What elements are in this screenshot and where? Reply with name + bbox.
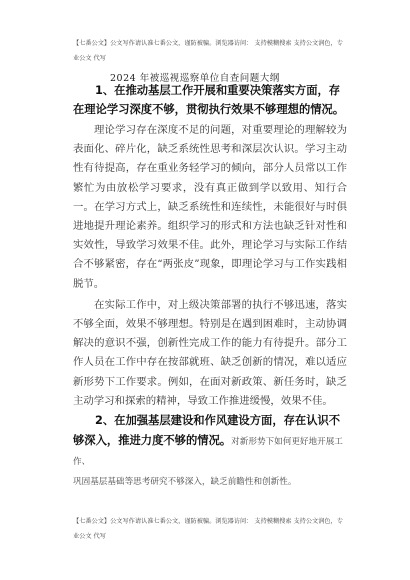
section-2-line-2: 巩固基层基础等思考研究不够深入，缺乏前瞻性和创新性。 <box>73 477 297 488</box>
header-note: 【七番公文】公文写作请认准七番公文，谨防被骗。浏览器访问： 支持模糊搜索 支持公文润色，专业公文 代写 <box>73 40 343 62</box>
section-1-paragraph-2: 在实际工作中，对上级决策部署的执行不够迅速，落实不够全面，效果不够理想。特别是在遇到困难时，主动协调解决的意识不强，创新性完成工作的能力有待提升。部分工作人员在工作中存在按部就班、缺乏创新的情况，难以适应新形势下工作要求。例如，在面对新政策、新任务时，缺乏主动学习和探索的精神，导致工作推进缓慢，效果不佳。 <box>73 298 347 407</box>
section-1-paragraph-1: 理论学习存在深度不足的问题，对重要理论的理解较为表面化、碎片化，缺乏系统性思考和深层次认识。学习主动性有待提高，存在重业务轻学习的倾向，部分人员常以工作繁忙为由放松学习要求，没有真正做到学以致用、知行合一。在学习方式上，缺乏系统性和连续性，未能很好与时俱进地提升理论素养。组织学习的形式和方法也缺乏针对性和实效性，导致学习效果不佳。此外，理论学习与实际工作结合不够紧密，存在“两张皮”现象，即理论学习与工作实践相脱节。 <box>73 124 347 290</box>
document-title: 2024 年被巡视巡察单位自查问题大纲 <box>110 73 280 84</box>
footer-note: 【七番公文】公文写作请认准七番公文，谨防被骗。浏览器访问： 支持模糊搜索 支持公文润色，专业公文 代写 <box>73 518 343 540</box>
section-2-heading: 2、在加强基层建设和作风建设方面，存在认识不够深入，推进力度不够的情况。 <box>73 414 341 448</box>
section-2-block <box>73 411 347 492</box>
section-1-heading: 1、在推动基层工作开展和重要决策落实方面，存在理论学习深度不够，贯彻执行效果不够理想的情况。 <box>73 84 345 116</box>
document-body <box>73 81 347 492</box>
section-2-tail: 对新形势下如何更好地开展工作、 <box>73 437 343 468</box>
